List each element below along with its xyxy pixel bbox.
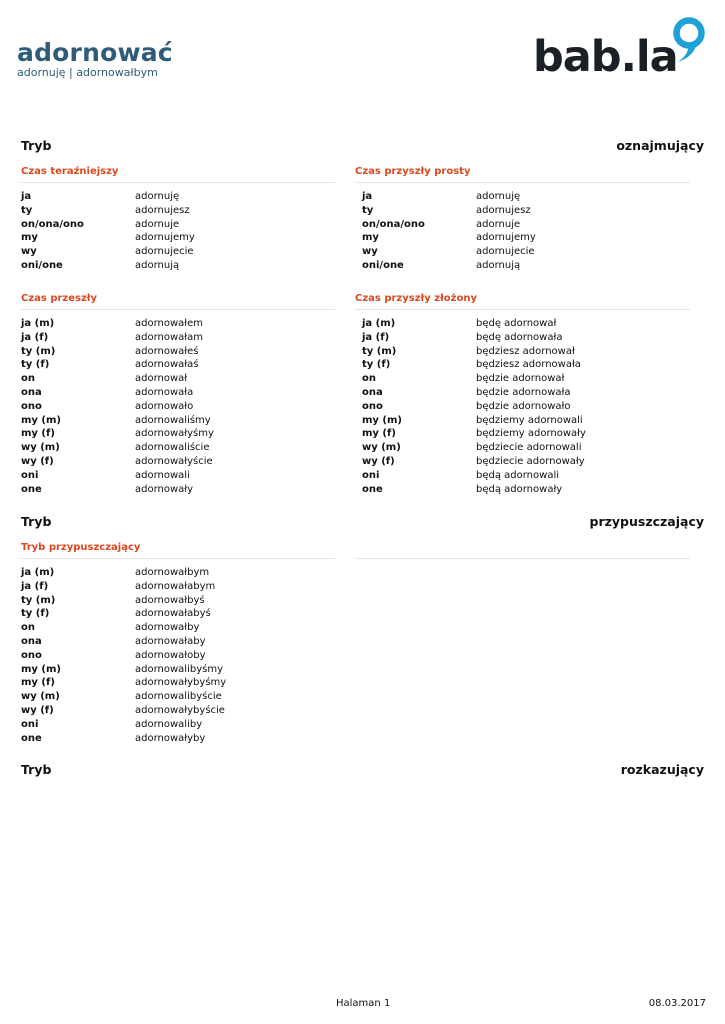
pronoun: on/ona/ono xyxy=(21,218,84,230)
pronoun: my (f) xyxy=(21,428,55,440)
section-heading-conditional: Tryb przypuszczający xyxy=(21,542,141,553)
verb-form: będziemy adornowały xyxy=(476,428,586,440)
verb-form: adornowałaby xyxy=(135,635,206,647)
mode-label: Tryb xyxy=(21,138,52,153)
verb-form: adornowałeś xyxy=(135,345,199,357)
verb-form: adornują xyxy=(476,259,521,271)
page-number: Halaman 1 xyxy=(336,998,391,1009)
pronoun: wy xyxy=(21,246,37,258)
pronoun: ja xyxy=(21,191,32,202)
pronoun: ty xyxy=(21,204,33,216)
mode-heading-przypuszczajacy xyxy=(21,514,704,532)
verb-form: będzie adornowała xyxy=(476,386,571,398)
pronoun: oni/one xyxy=(362,259,404,271)
verb-form: będziesz adornowała xyxy=(476,359,581,371)
verb-form: adornowało xyxy=(135,400,194,412)
pronoun: ja (m) xyxy=(21,318,55,329)
pronoun: on/ona/ono xyxy=(362,218,425,230)
divider xyxy=(21,309,335,310)
verb-form: adornowałyście xyxy=(135,455,213,467)
footer-date: 08.03.2017 xyxy=(648,998,706,1009)
verb-form: adornujecie xyxy=(135,246,194,258)
verb-form: adornowałaś xyxy=(135,359,199,371)
verb-form: adornowałybyście xyxy=(135,704,225,716)
mode-heading-oznajmujacy xyxy=(21,138,704,156)
divider xyxy=(355,182,690,183)
section-heading-past: Czas przeszły xyxy=(21,293,98,304)
section-heading-future-simple: Czas przyszły prosty xyxy=(355,166,471,177)
pronoun: ja (f) xyxy=(21,580,49,592)
verb-form: adornowaliby xyxy=(135,718,203,730)
pronoun: on xyxy=(21,622,35,634)
pronoun: wy (f) xyxy=(362,455,395,467)
divider xyxy=(21,182,335,183)
mode-label: Tryb xyxy=(21,514,52,529)
verb-form: będzie adornowało xyxy=(476,400,571,412)
verb-form: adornuje xyxy=(135,218,180,230)
divider xyxy=(355,309,690,310)
pronoun: wy (f) xyxy=(21,704,54,716)
pronoun: oni xyxy=(362,469,380,481)
verb-form: adornowali xyxy=(135,469,190,481)
pronoun: ty (f) xyxy=(21,359,50,371)
pronoun: ona xyxy=(362,386,383,398)
pronoun: wy (f) xyxy=(21,455,54,467)
pronoun: ja (m) xyxy=(21,567,55,578)
mode-name: przypuszczający xyxy=(589,514,704,529)
verb-form: adornuję xyxy=(135,191,180,202)
pronoun: my (f) xyxy=(21,677,55,689)
pronoun: ty xyxy=(362,204,374,216)
verb-form: adornujesz xyxy=(135,204,190,216)
verb-form: adornowałbym xyxy=(135,567,210,578)
verb-form: adornuję xyxy=(476,191,521,202)
pronoun: on xyxy=(21,373,35,385)
divider xyxy=(21,558,335,559)
verb-form: będzie adornował xyxy=(476,373,565,385)
mode-name: rozkazujący xyxy=(620,762,704,777)
pronoun: one xyxy=(362,483,383,495)
pronoun: wy (m) xyxy=(21,442,60,454)
verb-form: będziesz adornował xyxy=(476,345,575,357)
pronoun: ty (m) xyxy=(21,594,56,606)
verb-form: adornujesz xyxy=(476,204,531,216)
verb-form: adornujecie xyxy=(476,246,535,258)
mode-name: oznajmujący xyxy=(616,138,704,153)
verb-form: adornują xyxy=(135,259,180,271)
verb-form: adornujemy xyxy=(135,232,195,244)
speech-bubble-icon xyxy=(669,16,709,64)
verb-form: adornowały xyxy=(135,483,194,495)
verb-form: adornujemy xyxy=(476,232,536,244)
section-heading-present: Czas teraźniejszy xyxy=(21,166,119,177)
pronoun: my xyxy=(362,232,379,244)
verb-form: adornowaliśmy xyxy=(135,414,211,426)
verb-form: adornowaliście xyxy=(135,442,210,454)
pronoun: my (f) xyxy=(362,428,396,440)
mode-heading-rozkazujacy xyxy=(21,762,704,780)
pronoun: ty (f) xyxy=(362,359,391,371)
verb-form: adornowałyby xyxy=(135,732,206,744)
pronoun: wy (m) xyxy=(21,691,60,703)
verb-form: będą adornowały xyxy=(476,483,563,495)
verb-form: adornowała xyxy=(135,386,194,398)
pronoun: ono xyxy=(362,400,383,412)
pronoun: ja xyxy=(362,191,373,202)
pronoun: my xyxy=(21,232,38,244)
mode-label: Tryb xyxy=(21,762,52,777)
verb-form: będziemy adornowali xyxy=(476,414,583,426)
verb-form: będą adornowali xyxy=(476,469,560,481)
logo-text: bab.la xyxy=(533,32,678,82)
verb-form: adornowałabym xyxy=(135,580,216,592)
section-heading-future-compound: Czas przyszły złożony xyxy=(355,293,477,304)
pronoun: oni/one xyxy=(21,259,63,271)
verb-form: będę adornowała xyxy=(476,331,563,343)
pronoun: ono xyxy=(21,649,42,661)
verb-form: adornowałybyśmy xyxy=(135,677,227,689)
verb-form: adornowałem xyxy=(135,318,204,329)
verb-form: adornowałabyś xyxy=(135,608,211,620)
pronoun: one xyxy=(21,483,42,495)
verb-form: będziecie adornowały xyxy=(476,455,585,467)
pronoun: oni xyxy=(21,718,39,730)
verb-form: będę adornował xyxy=(476,318,557,329)
verb-form: adornowałyśmy xyxy=(135,428,214,440)
pronoun: ty (f) xyxy=(21,608,50,620)
pronoun: wy (m) xyxy=(362,442,401,454)
pronoun: one xyxy=(21,732,42,744)
page-subtitle: adornuję | adornowałbym xyxy=(17,66,158,79)
babla-logo xyxy=(533,14,711,82)
verb-form: będziecie adornowali xyxy=(476,442,582,454)
pronoun: my (m) xyxy=(362,414,402,426)
pronoun: ono xyxy=(21,400,42,412)
pronoun: my (m) xyxy=(21,414,61,426)
pronoun: ona xyxy=(21,635,42,647)
pronoun: my (m) xyxy=(21,663,61,675)
verb-form: adornowalibyście xyxy=(135,691,222,703)
pronoun: ty (m) xyxy=(21,345,56,357)
pronoun: ja (m) xyxy=(362,318,396,329)
verb-form: adornował xyxy=(135,373,188,385)
pronoun: ja (f) xyxy=(362,331,390,343)
verb-form: adornowałam xyxy=(135,331,204,343)
pronoun: ona xyxy=(21,386,42,398)
pronoun: oni xyxy=(21,469,39,481)
page-title: adornować xyxy=(17,38,173,67)
verb-form: adornowałoby xyxy=(135,649,206,661)
pronoun: on xyxy=(362,373,376,385)
pronoun: wy xyxy=(362,246,378,258)
pronoun: ty (m) xyxy=(362,345,397,357)
divider xyxy=(355,558,690,559)
verb-form: adornowalibyśmy xyxy=(135,663,223,675)
verb-form: adornowałbyś xyxy=(135,594,205,606)
verb-form: adornowałby xyxy=(135,622,200,634)
verb-form: adornuje xyxy=(476,218,521,230)
pronoun: ja (f) xyxy=(21,331,49,343)
